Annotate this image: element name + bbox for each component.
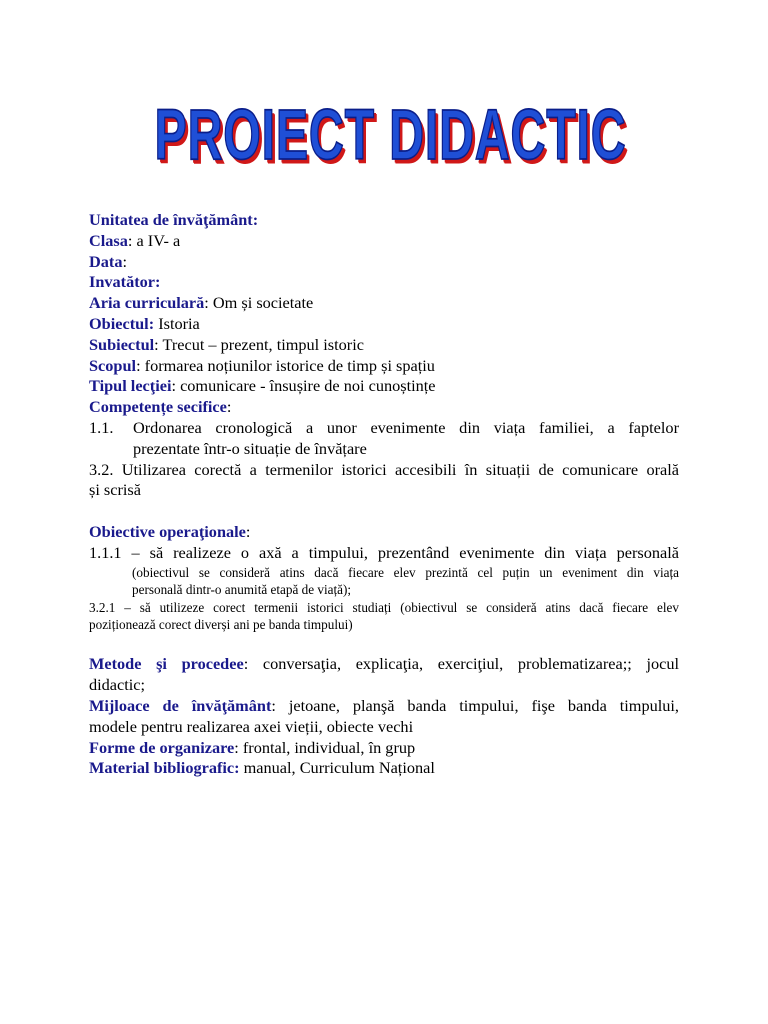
competenta-1-1-line2: prezentate într-o situație de învățare: [133, 438, 367, 458]
material-value: manual, Curriculum Național: [239, 758, 435, 778]
field-obiectul-label: Obiectul:: [89, 313, 155, 333]
obiectiv-1-1-1-note2: personală dintr-o anumită etapă de viață);: [132, 582, 352, 598]
field-tipul: [89, 376, 679, 397]
forme-value: : frontal, individual, în grup: [234, 737, 416, 757]
metode-label: Metode şi procedee: [89, 654, 244, 674]
document-body: [89, 210, 679, 779]
field-competente-colon: :: [226, 397, 232, 417]
field-aria-label: Aria curriculară: [89, 293, 205, 313]
field-aria-value: : Om și societate: [204, 293, 314, 313]
field-tipul-value: : comunicare - însușire de noi cunoștințe: [171, 376, 436, 396]
forme-organizare: [89, 738, 679, 759]
field-aria: [89, 293, 679, 314]
field-scopul-label: Scopul: [89, 355, 137, 375]
obiectiv-1-1-1-line1: 1.1.1 – să realizeze o axă a timpului, prezentând evenimente din viața personală: [89, 542, 679, 562]
obiectiv-3-2-1-line2: poziționează corect diverși ani pe banda timpului): [89, 617, 353, 633]
mijloace-line1: [89, 696, 679, 717]
field-subiectul: [89, 335, 679, 356]
field-obiectul: [89, 314, 679, 335]
competenta-1-1-text: [133, 418, 679, 460]
obiectiv-1-1-1-note1: (obiectivul se consideră atins dacă fiecare elev prezintă cel puțin un eveniment din viața: [132, 564, 679, 580]
metode-value: : conversaţia, explicaţia, exerciţiul, problematizarea;; jocul: [243, 654, 680, 674]
field-invatator-label: Invatător:: [89, 272, 161, 292]
field-subiectul-label: Subiectul: [89, 334, 155, 354]
field-clasa: [89, 231, 679, 252]
field-unitatea-label: Unitatea de învăţământ:: [89, 210, 259, 229]
field-tipul-label: Tipul lecţiei: [89, 376, 172, 396]
competenta-1-1-number: 1.1.: [89, 417, 114, 437]
spacer: [89, 634, 679, 655]
document-title: PROIECT DIDACTIC: [154, 95, 626, 176]
mijloace-value: : jetoane, planşă banda timpului, fişe banda timpului,: [271, 695, 680, 715]
field-subiectul-value: : Trecut – prezent, timpul istoric: [154, 334, 364, 354]
field-clasa-value: : a IV- a: [127, 230, 181, 250]
competenta-3-2-line1: 3.2. Utilizarea corectă a termenilor istorici accesibili în situații de comunicare orală: [89, 459, 679, 479]
material-bibliografic: [89, 758, 679, 779]
field-obiectul-value: Istoria: [154, 313, 200, 333]
forme-label: Forme de organizare: [89, 737, 235, 757]
competenta-1-1: [89, 418, 679, 460]
obiectiv-3-2-1-line1: 3.2.1 – să utilizeze corect termenii istorici studiați (obiectivul se consideră atins dacă fiecare elev: [89, 599, 679, 615]
field-data-label: Data: [89, 251, 123, 271]
metode-line1: [89, 654, 679, 675]
field-scopul-value: : formarea noțiunilor istorice de timp și spațiu: [136, 355, 435, 375]
mijloace-line2: modele pentru realizarea axei vieții, obiecte vechi: [89, 716, 414, 736]
title-container: [0, 95, 768, 176]
mijloace-label: Mijloace de învăţământ: [89, 695, 272, 715]
field-clasa-label: Clasa: [89, 230, 128, 250]
obiective-colon: :: [245, 521, 251, 541]
field-scopul: [89, 356, 679, 377]
metode-line2: didactic;: [89, 675, 146, 695]
competenta-1-1-line1: Ordonarea cronologică a unor evenimente din viața familiei, a faptelor: [133, 417, 679, 437]
field-unitatea: [89, 210, 679, 231]
field-invatator: [89, 272, 679, 293]
field-data: [89, 252, 679, 273]
competenta-3-2-line2: și scrisă: [89, 480, 141, 500]
field-competente: [89, 397, 679, 418]
obiective-heading: [89, 522, 679, 543]
obiective-label: Obiective operaţionale: [89, 521, 246, 541]
field-data-value: :: [122, 251, 127, 271]
field-competente-label: Competențe secifice: [89, 397, 227, 417]
material-label: Material bibliografic:: [89, 758, 240, 778]
spacer: [89, 501, 679, 522]
